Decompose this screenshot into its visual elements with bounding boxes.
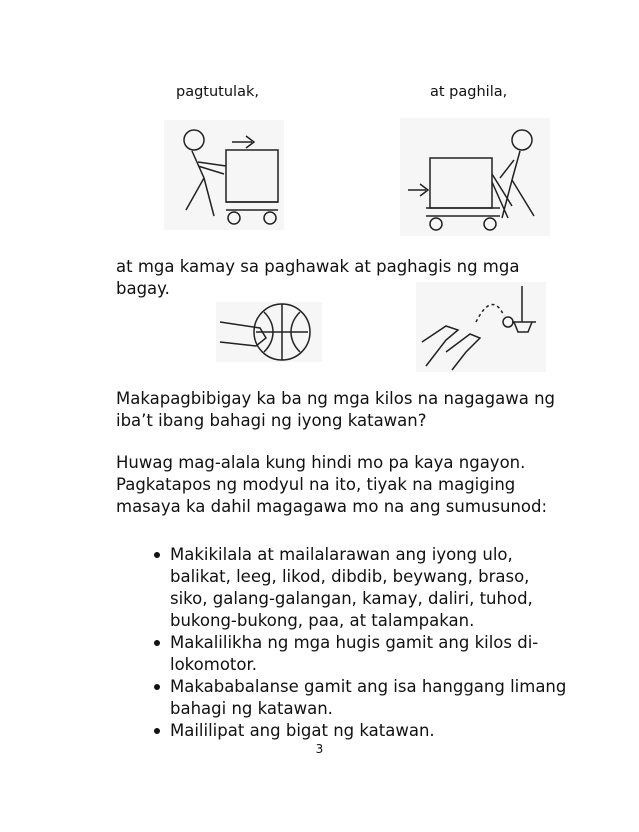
bullet-icon — [154, 684, 160, 690]
list-item: Makikilala at mailalarawan ang iyong ulo, balikat, leeg, likod, dibdib, beywang, braso, siko, galang-galangan, kamay, daliri, tuhod, bukong-bukong, paa, at talampakan. — [148, 544, 568, 632]
objectives-list — [148, 544, 568, 742]
hands-throwing-ball-hoop-drawing — [416, 282, 546, 372]
caption-pushing: pagtutulak, — [176, 84, 259, 100]
bullet-icon — [154, 552, 160, 558]
paragraph-question: Makapagbibigay ka ba ng mga kilos na nagagawa ng iba’t ibang bahagi ng iyong katawan? — [116, 389, 556, 430]
bullet-icon — [154, 640, 160, 646]
bullet-icon — [154, 728, 160, 734]
list-item: Maililipat ang bigat ng katawan. — [148, 720, 568, 742]
list-item: Makalilikha ng mga hugis gamit ang kilos di-lokomotor. — [148, 632, 568, 676]
paragraph-hands: at mga kamay sa paghawak at paghagis ng mga bagay. — [116, 257, 520, 298]
paragraph-encourage: Huwag mag-alala kung hindi mo pa kaya ngayon. Pagkatapos ng modyul na ito, tiyak na magiging masaya ka dahil magagawa mo na ang sumusunod: — [116, 453, 548, 516]
child-pulling-cart-drawing — [400, 118, 550, 236]
list-item: Makababalanse gamit ang isa hanggang limang bahagi ng katawan. — [148, 676, 568, 720]
page-number: 3 — [315, 742, 324, 756]
caption-pulling: at paghila, — [430, 84, 508, 100]
child-pushing-cart-drawing — [164, 120, 284, 230]
hands-holding-ball-drawing — [216, 302, 322, 362]
